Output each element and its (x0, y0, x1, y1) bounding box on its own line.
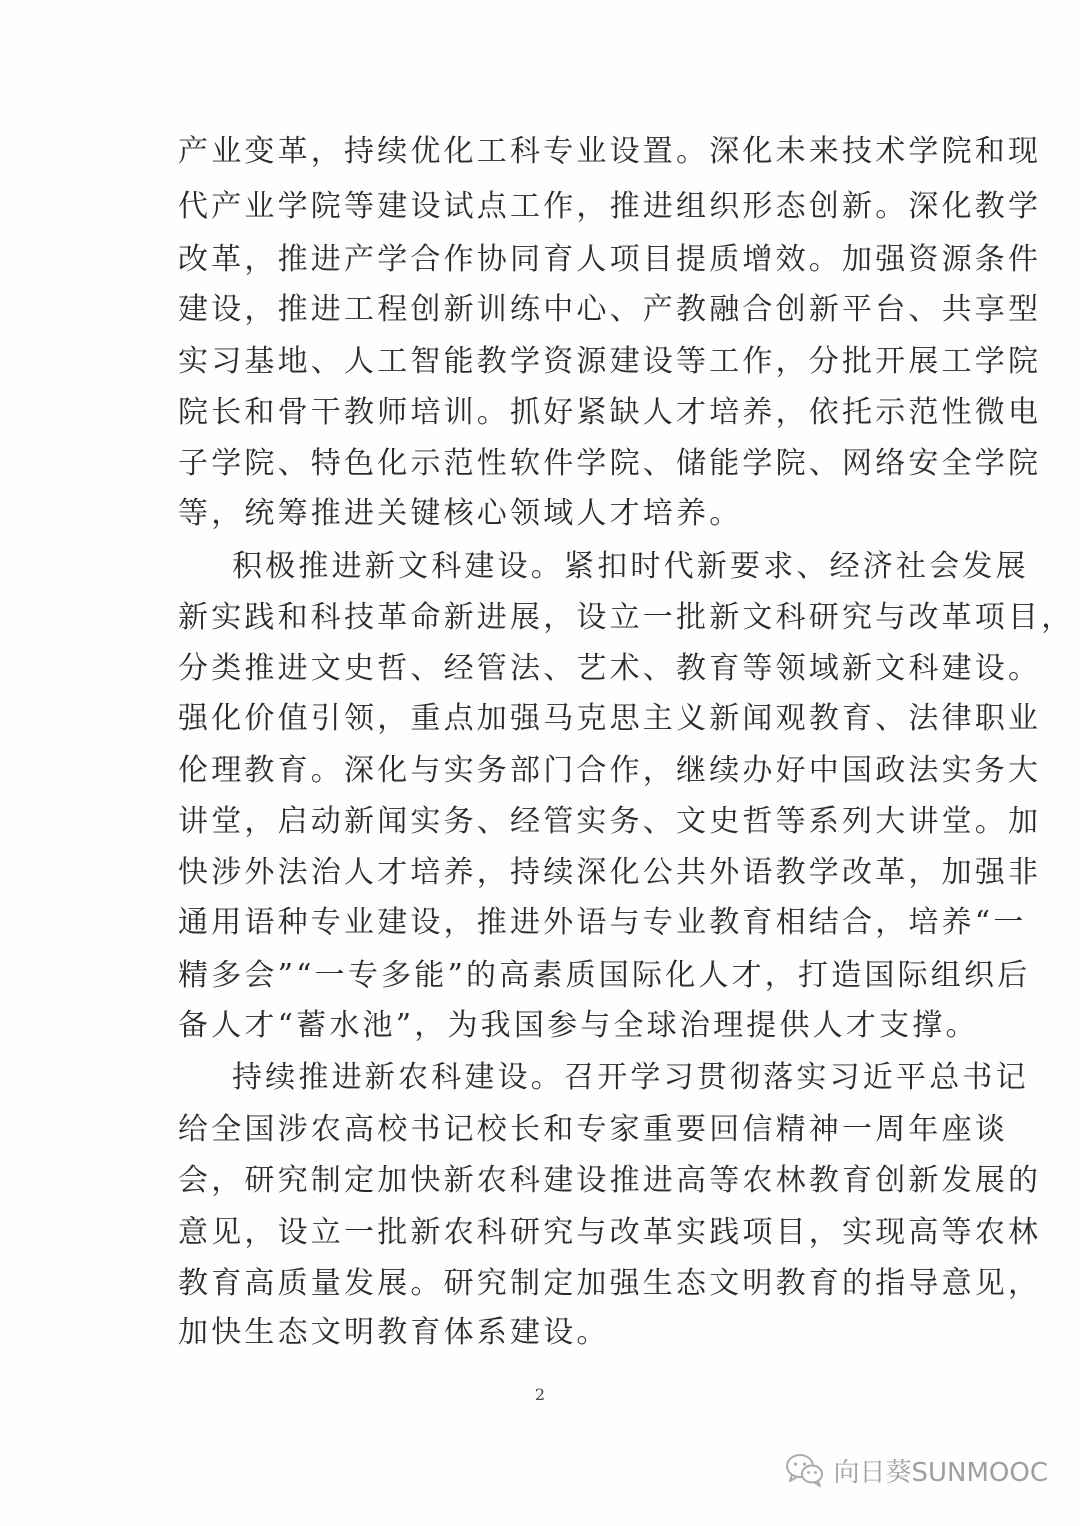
page-number: 2 (534, 1385, 546, 1404)
text-line: 会，研究制定加快新农科建设推进高等农林教育创新发展的 (178, 1163, 1042, 1198)
watermark (785, 1450, 1048, 1490)
text-line: 子学院、特色化示范性软件学院、储能学院、网络安全学院 (178, 446, 1042, 481)
text-line: 快涉外法治人才培养，持续深化公共外语教学改革，加强非 (178, 855, 1042, 890)
text-line: 伦理教育。深化与实务部门合作，继续办好中国政法实务大 (178, 753, 1042, 788)
text-line: 分类推进文史哲、经管法、艺术、教育等领域新文科建设。 (178, 651, 1042, 686)
text-line: 代产业学院等建设试点工作，推进组织形态创新。深化教学 (178, 189, 1042, 224)
text-line: 实习基地、人工智能教学资源建设等工作，分批开展工学院 (178, 344, 1042, 379)
text-line: 意见，设立一批新农科研究与改革实践项目，实现高等农林 (178, 1215, 1042, 1250)
text-line: 强化价值引领，重点加强马克思主义新闻观教育、法律职业 (178, 701, 1042, 736)
wechat-icon (785, 1452, 825, 1488)
text-line: 积极推进新文科建设。紧扣时代新要求、经济社会发展 (232, 549, 1029, 584)
text-line: 教育高质量发展。研究制定加强生态文明教育的指导意见， (178, 1266, 1042, 1301)
watermark-text: 向日葵SUNMOOC (833, 1457, 1048, 1488)
text-line: 新实践和科技革命新进展，设立一批新文科研究与改革项目， (178, 600, 1075, 635)
text-line: 改革，推进产学合作协同育人项目提质增效。加强资源条件 (178, 242, 1042, 277)
text-line: 给全国涉农高校书记校长和专家重要回信精神一周年座谈 (178, 1112, 1008, 1147)
text-line: 备人才“蓄水池”，为我国参与全球治理提供人才支撑。 (178, 1008, 979, 1043)
text-line: 加快生态文明教育体系建设。 (178, 1315, 610, 1350)
text-line: 持续推进新农科建设。召开学习贯彻落实习近平总书记 (232, 1060, 1029, 1095)
text-line: 讲堂，启动新闻实务、经管实务、文史哲等系列大讲堂。加 (178, 804, 1042, 839)
text-line: 等，统筹推进关键核心领域人才培养。 (178, 496, 743, 531)
text-line: 通用语种专业建设，推进外语与专业教育相结合，培养“一 (178, 905, 1027, 940)
text-line: 建设，推进工程创新训练中心、产教融合创新平台、共享型 (178, 292, 1042, 327)
text-line: 产业变革，持续优化工科专业设置。深化未来技术学院和现 (178, 134, 1042, 169)
text-line: 精多会”“一专多能”的高素质国际化人才，打造国际组织后 (178, 958, 1031, 993)
text-line: 院长和骨干教师培训。抓好紧缺人才培养，依托示范性微电 (178, 395, 1042, 430)
